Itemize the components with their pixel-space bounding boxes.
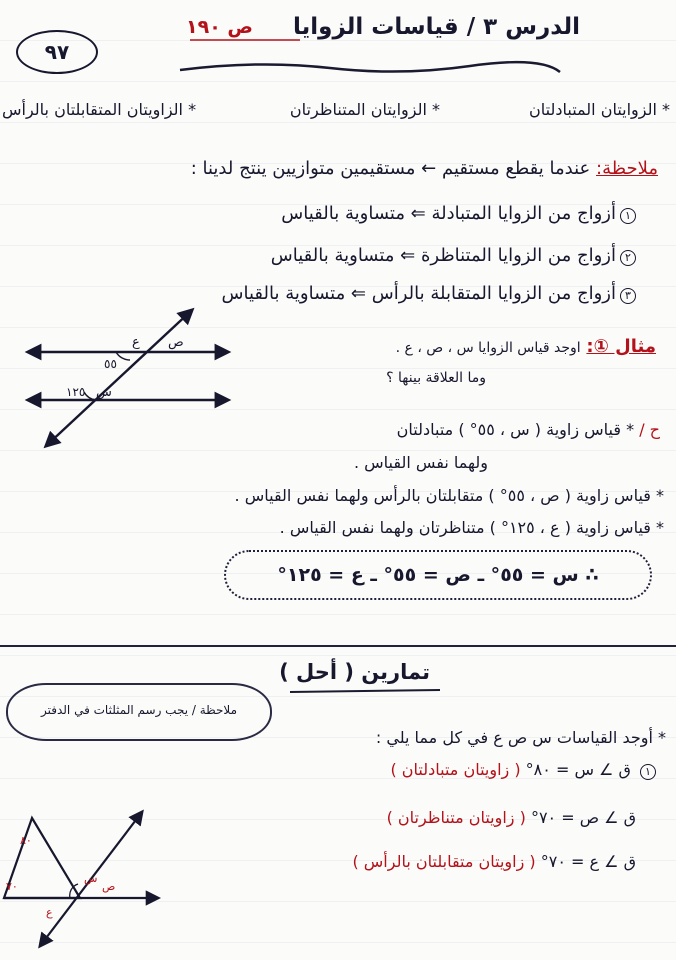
exercises-title: تمارين ( أحل ) (279, 660, 430, 684)
exercise-item-3-reason: ( زاويتان متقابلتان بالرأس ) (352, 852, 536, 871)
note-item-3-text: أزواج من الزوايا المتقابلة بالرأس ⇐ متساوية بالقياس (221, 283, 616, 304)
note-item-3-number: ٣ (620, 288, 636, 304)
triangle-top-angle: ٨٠ (20, 834, 32, 847)
exercises-cloud-note (6, 683, 272, 741)
exercise-item-1-lhs: ق ∠ س = ٨٠° (525, 760, 631, 779)
solution-label: ح / (639, 420, 660, 439)
note-text: عندما يقطع مستقيم ← مستقيمين متوازيين ينتج لدينا : (190, 158, 591, 179)
type-alternate: * الزوايتان المتبادلتان (529, 100, 670, 119)
example-question-1: اوجد قياس الزوايا س ، ص ، ع . (395, 340, 581, 356)
note-label: ملاحظة: (596, 158, 658, 179)
example-question-2: وما العلاقة بينها ؟ (386, 370, 486, 386)
exercises-prompt: * أوجد القياسات س ص ع في كل مما يلي : (375, 728, 666, 747)
diagram-label-a: ع (132, 335, 140, 350)
solution-text-4: * قياس زاوية ( ع ، ١٢٥° ) متناظرتان ولهما نفس القياس . (279, 518, 664, 537)
exercise-item-2 (387, 808, 636, 827)
solution-text-3: * قياس زاوية ( ص ، ٥٥° ) متقابلتان بالرأس ولهما نفس القياس . (234, 486, 664, 505)
exercise-item-1-number: ١ (640, 764, 656, 780)
example-label: مثال ①: (586, 336, 656, 357)
note-item-1-number: ١ (620, 208, 636, 224)
exercise-item-2-lhs: ق ∠ ص = ٧٠° (530, 808, 636, 827)
note-item-2-text: أزواج من الزوايا المتناظرة ⇐ متساوية بالقياس (270, 245, 616, 266)
note-item-1-text: أزواج من الزوايا المتبادلة ⇐ متساوية بالقياس (281, 203, 616, 224)
note-item-2-number: ٢ (620, 250, 636, 266)
example-result: ∴ س = ٥٥° ـ ص = ٥٥° ـ ع = ١٢٥° (277, 564, 599, 586)
solution-text-1: * قياس زاوية ( س ، ٥٥° ) متبادلتان (396, 420, 635, 439)
diagram-angle-55: ٥٥ (104, 357, 117, 371)
solution-text-2: ولهما نفس القياس . (353, 453, 488, 472)
type-corresponding: * الزوايتان المتناظرتان (289, 100, 440, 119)
triangle-left-angle: ٧٠ (6, 880, 18, 893)
exercise-item-3 (352, 852, 636, 871)
page-number: ٩٧ (44, 40, 70, 64)
page-reference: ص ١٩٠ (186, 16, 253, 38)
diagram-angle-125: ١٢٥ (66, 385, 86, 399)
triangle-label-p: ص (102, 880, 116, 893)
exercise-item-1 (390, 760, 656, 780)
diagram-label-s: س (96, 385, 112, 400)
lesson-title: الدرس ٣ / قياسات الزوايا (293, 14, 580, 40)
exercise-triangle-diagram (0, 800, 170, 960)
cloud-note-text: ملاحظة / يجب رسم المثلثات في الدفتر (40, 703, 238, 717)
exercise-item-2-reason: ( زاويتان متناظرتان ) (386, 808, 526, 827)
type-vertical: * الزاويتان المتقابلتان بالرأس (2, 100, 197, 119)
diagram-label-p: ص (168, 335, 184, 350)
triangle-label-a: ع (46, 906, 53, 919)
triangle-label-s: س (84, 872, 98, 885)
exercise-item-1-reason: ( زاويتان متبادلتان ) (390, 760, 521, 779)
exercise-item-3-lhs: ق ∠ ع = ٧٠° (540, 852, 636, 871)
